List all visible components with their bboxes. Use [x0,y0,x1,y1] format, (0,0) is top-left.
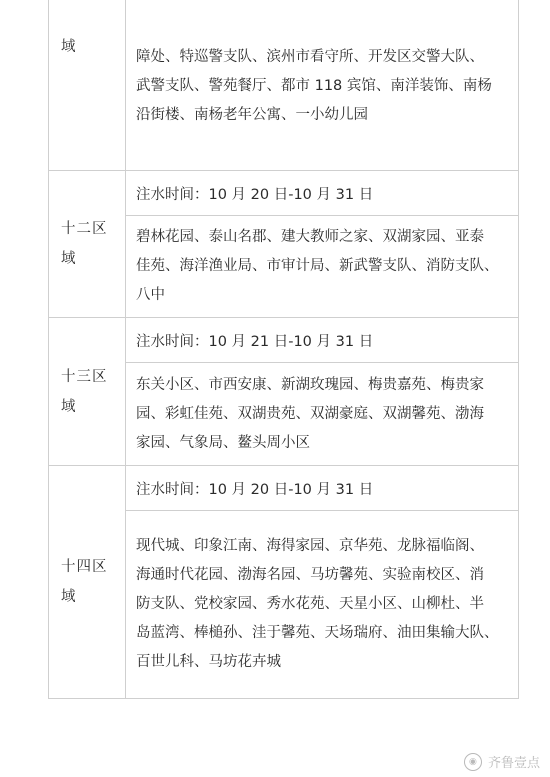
places-list [126,216,518,317]
places-line: 家园、气象局、鳌头周小区 [136,434,310,451]
places-line: 百世儿科、马坊花卉城 [136,654,281,670]
region-row-14 [49,465,518,698]
region-content [126,0,518,170]
watermark [464,752,540,771]
region-row-13 [49,317,518,465]
region-row-top [49,0,518,170]
places-list [126,511,518,698]
places-line: 防支队、党校家园、秀水花苑、天星小区、山柳杜、半 [136,596,484,612]
places-line: 海通时代花园、渤海名园、马坊馨苑、实验南校区、消 [136,567,484,583]
places-line: 东关小区、市西安康、新湖玫瑰园、梅贵嘉苑、梅贵家 [136,376,484,393]
watermark-text: 齐鲁壹点 [487,756,540,771]
places-line: 园、彩虹佳苑、双湖贵苑、双湖豪庭、双湖馨苑、渤海 [136,405,484,422]
fill-time: 注水时间：10 月 21 日-10 月 31 日 [126,318,518,363]
region-label: 十二区 域 [61,221,108,267]
places-line: 现代城、印象江南、海得家园、京华苑、龙脉福临阁、 [136,538,484,554]
region-label-cell [49,171,126,317]
fill-time: 注水时间：10 月 20 日-10 月 31 日 [126,171,518,216]
places-line: 佳苑、海洋渔业局、市审计局、新武警支队、消防支队、 [136,258,499,274]
fill-time: 注水时间：10 月 20 日-10 月 31 日 [126,466,518,511]
places-line: 障处、特巡警支队、滨州市看守所、开发区交警大队、 [136,48,484,65]
water-schedule-table [48,0,519,699]
region-label: 域 [61,39,77,55]
places-line: 武警支队、警苑餐厅、都市 118 宾馆、南洋装饰、南杨 [136,77,492,94]
places-line: 沿街楼、南杨老年公寓、一小幼儿园 [136,106,368,123]
region-row-12 [49,170,518,317]
region-label: 十三区 域 [61,368,108,415]
region-label-cell [49,318,126,465]
region-content [126,171,518,317]
watermark-logo-icon: ◉ [464,753,482,771]
places-line: 八中 [136,287,165,303]
region-label: 十四区 域 [61,559,108,605]
places-list [126,363,518,465]
region-content [126,466,518,698]
region-content [126,318,518,465]
region-label-cell [49,0,126,170]
places-list [126,0,518,170]
places-line: 岛蓝湾、棒槌孙、洼于馨苑、天场瑞府、油田集输大队、 [136,625,499,641]
region-label-cell [49,466,126,698]
places-line: 碧林花园、泰山名郡、建大教师之家、双湖家园、亚泰 [136,229,484,245]
